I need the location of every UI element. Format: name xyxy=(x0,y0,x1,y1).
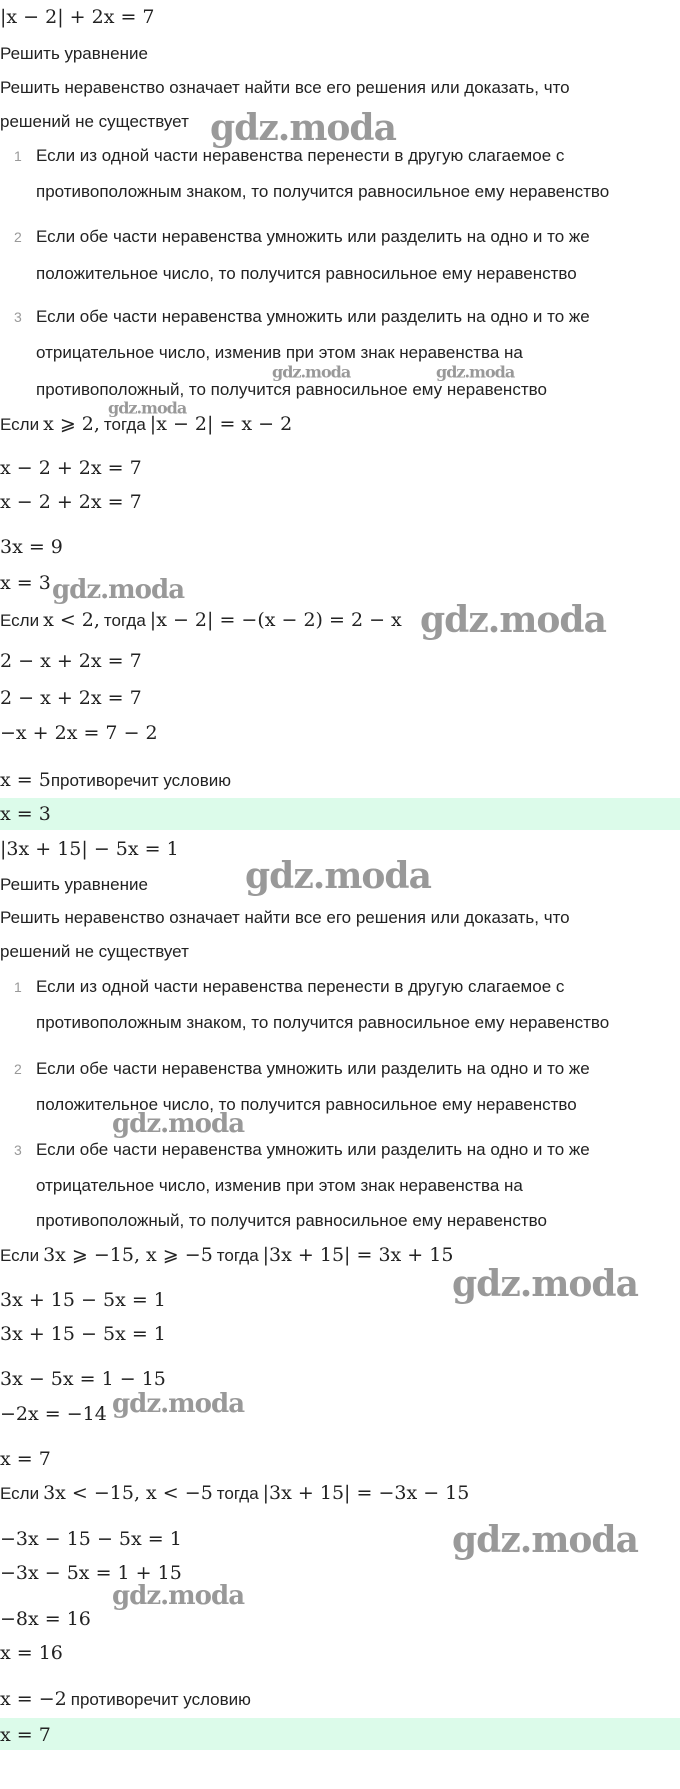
list-number: 1 xyxy=(14,148,22,164)
step-value: x = −2 xyxy=(0,1688,67,1710)
answer-highlight xyxy=(0,798,680,830)
contradiction-note: противоречит условию xyxy=(70,1690,251,1709)
step: −2x = −14 xyxy=(0,1403,107,1425)
case-condition: 3x < −15, x < −5 xyxy=(43,1482,213,1504)
intro-text: решений не существует xyxy=(0,112,189,131)
rule-text: противоположный, то получится равносильное ему неравенство xyxy=(36,1211,547,1230)
rule-text: противоположным знаком, то получится равносильное ему неравенство xyxy=(36,182,610,201)
step-contradiction xyxy=(0,1688,251,1710)
rule-text: отрицательное число, изменив при этом знак неравенства на xyxy=(36,343,523,362)
rule-text: противоположный, то получится равносильное ему неравенство xyxy=(36,380,547,399)
case-condition: x < 2, xyxy=(43,609,100,631)
watermark-logo: gdz.moda xyxy=(108,398,187,418)
answer: x = 7 xyxy=(0,1724,51,1746)
rule-text: положительное число, то получится равносильное ему неравенство xyxy=(36,264,577,283)
case-result: |x − 2| = x − 2 xyxy=(149,413,293,435)
intro-text: Решить неравенство означает найти все его решения или доказать, что xyxy=(0,908,570,927)
rule-text: Если из одной части неравенства перенести в другую слагаемое с xyxy=(36,977,565,996)
watermark-logo: gdz.moda xyxy=(452,1263,638,1305)
rule-text: Если обе части неравенства умножить или разделить на одно и то же xyxy=(36,1059,590,1078)
watermark-logo: gdz.moda xyxy=(436,362,515,382)
step: x − 2 + 2x = 7 xyxy=(0,457,142,479)
step: −3x − 5x = 1 + 15 xyxy=(0,1562,182,1584)
step: x = 3 xyxy=(0,572,51,594)
answer-highlight xyxy=(0,1718,680,1750)
case-if: Если xyxy=(0,1246,40,1265)
rule-text: положительное число, то получится равносильное ему неравенство xyxy=(36,1095,577,1114)
watermark-logo: gdz.moda xyxy=(112,1389,245,1419)
list-number: 3 xyxy=(14,1142,22,1158)
rule-text: Если обе части неравенства умножить или разделить на одно и то же xyxy=(36,307,590,326)
step-value: x = 5 xyxy=(0,769,51,791)
list-number: 2 xyxy=(14,1061,22,1077)
step: x − 2 + 2x = 7 xyxy=(0,491,142,513)
step: 3x − 5x = 1 − 15 xyxy=(0,1368,166,1390)
list-number: 1 xyxy=(14,979,22,995)
watermark-logo: gdz.moda xyxy=(112,1581,245,1611)
rule-text: противоположным знаком, то получится равносильное ему неравенство xyxy=(36,1013,610,1032)
case-then: тогда xyxy=(103,611,146,630)
case-if: Если xyxy=(0,1484,40,1503)
case-then: тогда xyxy=(216,1484,259,1503)
case-result: |3x + 15| = 3x + 15 xyxy=(262,1244,454,1266)
contradiction-note: противоречит условию xyxy=(50,771,231,790)
step: 2 − x + 2x = 7 xyxy=(0,687,142,709)
intro-text: Решить неравенство означает найти все его решения или доказать, что xyxy=(0,78,570,97)
list-number: 3 xyxy=(14,309,22,325)
case-condition: 3x ⩾ −15, x ⩾ −5 xyxy=(43,1244,213,1266)
rule-text: Если из одной части неравенства перенести в другую слагаемое с xyxy=(36,146,565,165)
rule-text: отрицательное число, изменив при этом знак неравенства на xyxy=(36,1176,523,1195)
watermark-logo: gdz.moda xyxy=(210,107,396,149)
rule-text: Если обе части неравенства умножить или разделить на одно и то же xyxy=(36,1140,590,1159)
step: −8x = 16 xyxy=(0,1608,91,1630)
equation-1: |x − 2| + 2x = 7 xyxy=(0,6,155,28)
case-then: тогда xyxy=(216,1246,259,1265)
case-if: Если xyxy=(0,415,40,434)
case-if: Если xyxy=(0,611,40,630)
case-line xyxy=(0,1482,469,1504)
step: x = 16 xyxy=(0,1642,63,1664)
list-number: 2 xyxy=(14,229,22,245)
watermark-logo: gdz.moda xyxy=(112,1109,245,1139)
step: −3x − 15 − 5x = 1 xyxy=(0,1528,182,1550)
equation-2: |3x + 15| − 5x = 1 xyxy=(0,838,179,860)
case-line xyxy=(0,1244,453,1266)
task-label: Решить уравнение xyxy=(0,44,148,63)
case-result: |3x + 15| = −3x − 15 xyxy=(262,1482,470,1504)
watermark-logo: gdz.moda xyxy=(272,362,351,382)
step: −x + 2x = 7 − 2 xyxy=(0,722,158,744)
watermark-logo: gdz.moda xyxy=(452,1519,638,1561)
case-line xyxy=(0,609,402,631)
step: 3x + 15 − 5x = 1 xyxy=(0,1289,166,1311)
watermark-logo: gdz.moda xyxy=(420,599,606,641)
watermark-logo: gdz.moda xyxy=(52,575,185,605)
step: 3x + 15 − 5x = 1 xyxy=(0,1323,166,1345)
answer: x = 3 xyxy=(0,803,51,825)
intro-text: решений не существует xyxy=(0,942,189,961)
step: x = 7 xyxy=(0,1448,51,1470)
step: 3x = 9 xyxy=(0,536,63,558)
case-result: |x − 2| = −(x − 2) = 2 − x xyxy=(149,609,402,631)
step: 2 − x + 2x = 7 xyxy=(0,650,142,672)
rule-text: Если обе части неравенства умножить или разделить на одно и то же xyxy=(36,227,590,246)
watermark-logo: gdz.moda xyxy=(245,855,431,897)
task-label: Решить уравнение xyxy=(0,875,148,894)
step-contradiction xyxy=(0,769,231,791)
case-condition: x ⩾ 2, xyxy=(43,413,100,435)
case-then: тогда xyxy=(103,415,146,434)
